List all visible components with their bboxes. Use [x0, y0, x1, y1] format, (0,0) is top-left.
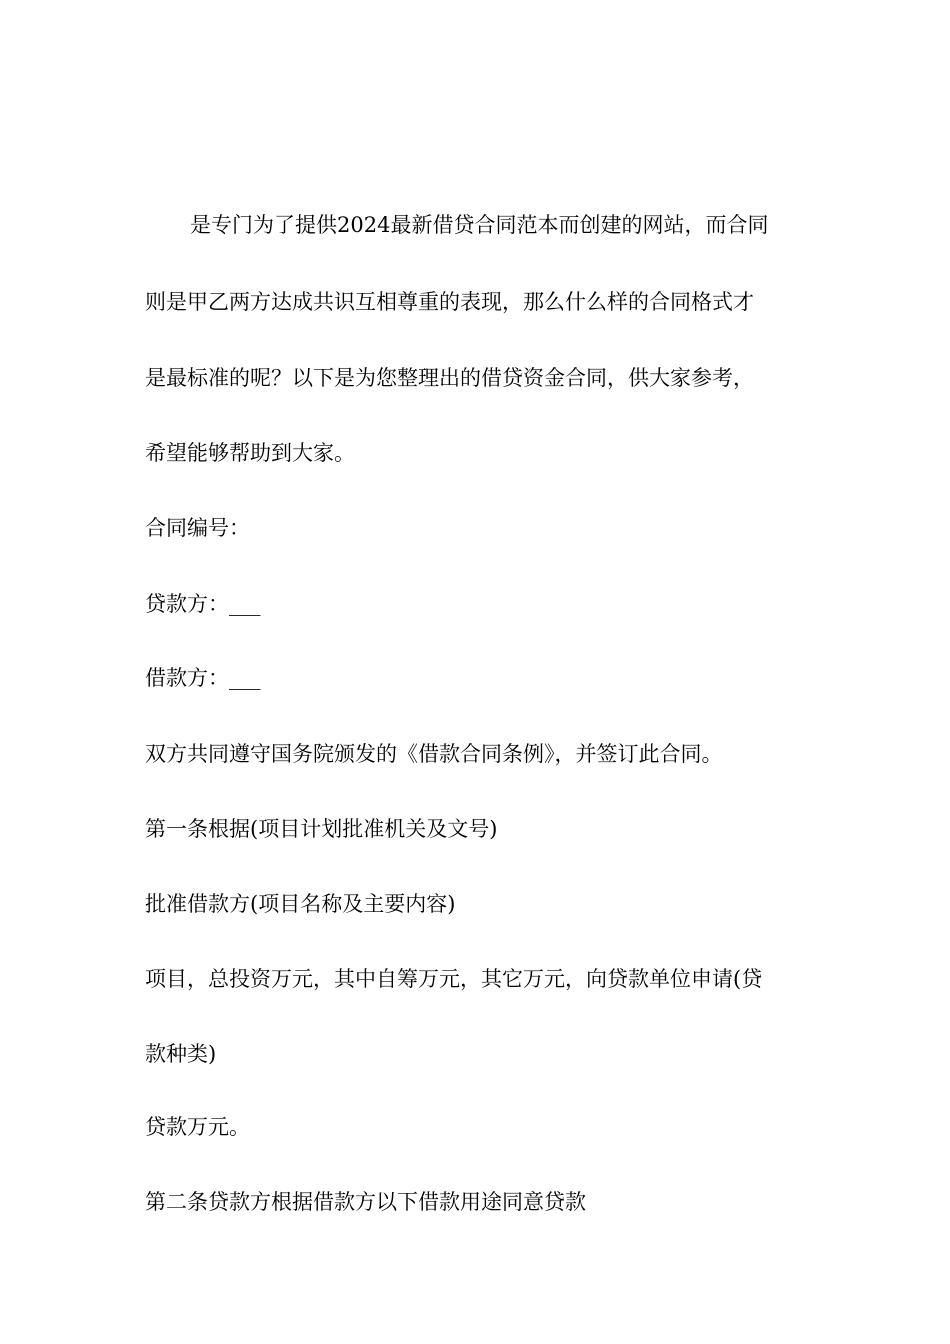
compliance-line: 双方共同遵守国务院颁发的《借款合同条例》，并签订此合同。: [145, 742, 723, 766]
article1-line-4: 款种类): [145, 1042, 217, 1066]
article2-line: 第二条贷款方根据借款方以下借款用途同意贷款: [145, 1190, 586, 1214]
lender-line: 贷款方：___: [145, 592, 261, 616]
intro-line-4: 希望能够帮助到大家。: [145, 441, 355, 465]
article1-line-1: 第一条根据(项目计划批准机关及文号): [145, 817, 498, 841]
article1-line-2: 批准借款方(项目名称及主要内容): [145, 892, 456, 916]
contract-number: 合同编号：: [145, 516, 250, 540]
article1-line-3: 项目，总投资万元，其中自筹万元，其它万元，向贷款单位申请(贷: [145, 967, 763, 991]
borrower-line: 借款方：___: [145, 666, 261, 690]
intro-line-1: 是专门为了提供2024最新借贷合同范本而创建的网站，而合同: [190, 213, 769, 237]
article1-line-5: 贷款万元。: [145, 1115, 250, 1139]
intro-line-2: 则是甲乙两方达成共识互相尊重的表现，那么什么样的合同格式才: [145, 290, 754, 314]
intro-line-3: 是最标准的呢？以下是为您整理出的借贷资金合同，供大家参考，: [145, 366, 754, 390]
